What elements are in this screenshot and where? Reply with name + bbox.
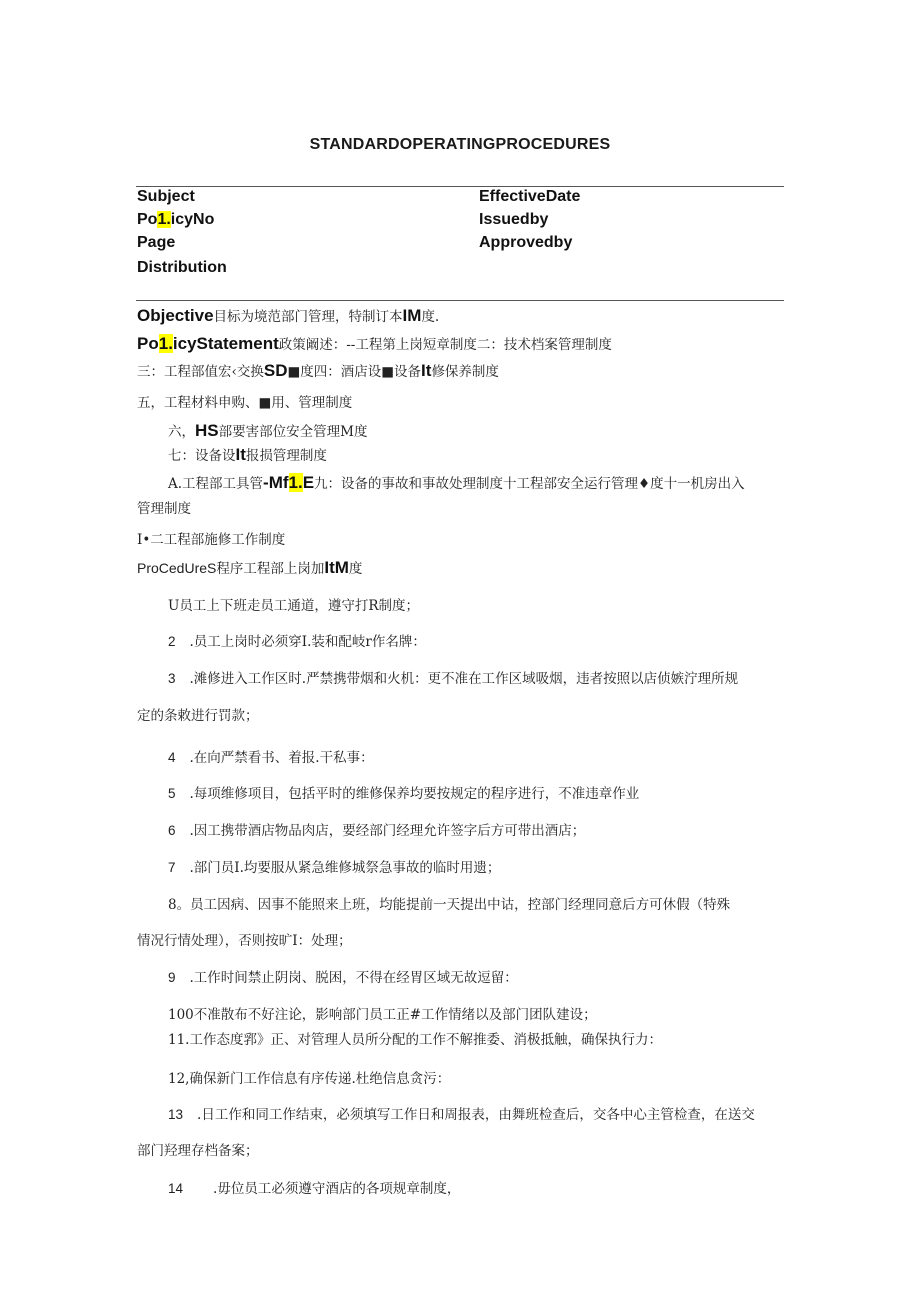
list-item: 8。员工因病、因事不能照来上班，均能提前一天提出中诂，控部门经理同意后方可休假（特殊	[168, 897, 731, 913]
policy-line-8: A.工程部工具管-Mf1.E九：设备的事故和事故处理制度十工程部安全运行管理♦度十一机房出入	[168, 473, 745, 492]
approved-by-label: Approvedby	[479, 234, 573, 251]
list-item: 6 .因工携带酒店物品肉店，要经部门经理允许签字后方可带出酒店；	[168, 823, 586, 839]
list-item: 100不准散布不好注论，影响部门员工正#工作情绪以及部门团队建设；	[168, 1007, 597, 1023]
header-bottom-rule	[136, 300, 784, 301]
list-item: 5 .每项维修项目，包括平时的维修保养均要按规定的程序进行，不准违章作业	[168, 786, 640, 802]
list-item: 13 .日工作和同工作结束，必须填写工作日和周报表，由舞班检查后，交各中心主管检查，在送交	[168, 1107, 755, 1123]
header-top-rule	[136, 186, 784, 187]
document-title: STANDARDOPERATINGPROCEDURES	[309, 136, 611, 153]
subject-label: Subject	[137, 188, 195, 205]
list-item: U员工上下班走员工通道，遵守打R制度；	[168, 598, 420, 614]
policy-line-12: I•二工程部施修工作制度	[137, 532, 286, 548]
issued-by-label: Issuedby	[479, 211, 549, 228]
effective-date-label: EffectiveDate	[479, 188, 581, 205]
list-item-cont: 情况行情处理），否则按旷I：处理；	[137, 933, 352, 949]
list-item: 4 .在向严禁看书、着报.干私事：	[168, 750, 374, 766]
procedures-line: ProCedUreS程序工程部上岗加ItM度	[137, 558, 363, 577]
list-item: 14 .毋位员工必须遵守酒店的各项规章制度，	[168, 1181, 461, 1197]
page-label: Page	[137, 234, 176, 251]
list-item: 9 .工作时间禁止阴岗、脱困，不得在经胃区域无故逗留：	[168, 970, 518, 986]
list-item: 11.工作态度郛》正、对管理人员所分配的工作不解推委、消极抵触，确保执行力：	[168, 1032, 662, 1048]
policy-line-8-cont: 管理制度	[137, 501, 191, 517]
list-item: 3 .滩修进入工作区时.严禁携带烟和火机：更不准在工作区域吸烟，违者按照以店侦嫉泞理所规	[168, 671, 739, 687]
policy-line-3: 三：工程部值宏‹交换SD■度四：酒店设■设备It修保养制度	[137, 361, 499, 380]
policy-no-label: Po1.icyNo	[137, 211, 215, 228]
list-item: 7 .部门员I.均要服从紧急维修城祭急事故的临时用遗；	[168, 860, 501, 876]
policy-line-6: 六，HS部要害部位安全管理M度	[168, 421, 368, 440]
objective-line: Objective目标为境范部门管理，特制订本IM度.	[137, 306, 440, 325]
list-item-cont: 定的条敕进行罚款；	[137, 708, 259, 724]
distribution-label: Distribution	[137, 259, 227, 276]
list-item-cont: 部门羟理存档备案；	[137, 1143, 259, 1159]
policy-line-5: 五，工程材料申购、■用、管理制度	[137, 395, 353, 411]
list-item: 12,确保新门工作信息有序传递.杜绝信息贪污：	[168, 1071, 451, 1087]
list-item: 2 .员工上岗时必须穿I.装和配岐r作名牌：	[168, 634, 426, 650]
policy-statement-line: Po1.icyStatement政策阚述：--工程第上岗短章制度二：技术档案管理制度	[137, 334, 612, 353]
policy-line-7: 七：设备设It报损管理制度	[168, 445, 327, 464]
